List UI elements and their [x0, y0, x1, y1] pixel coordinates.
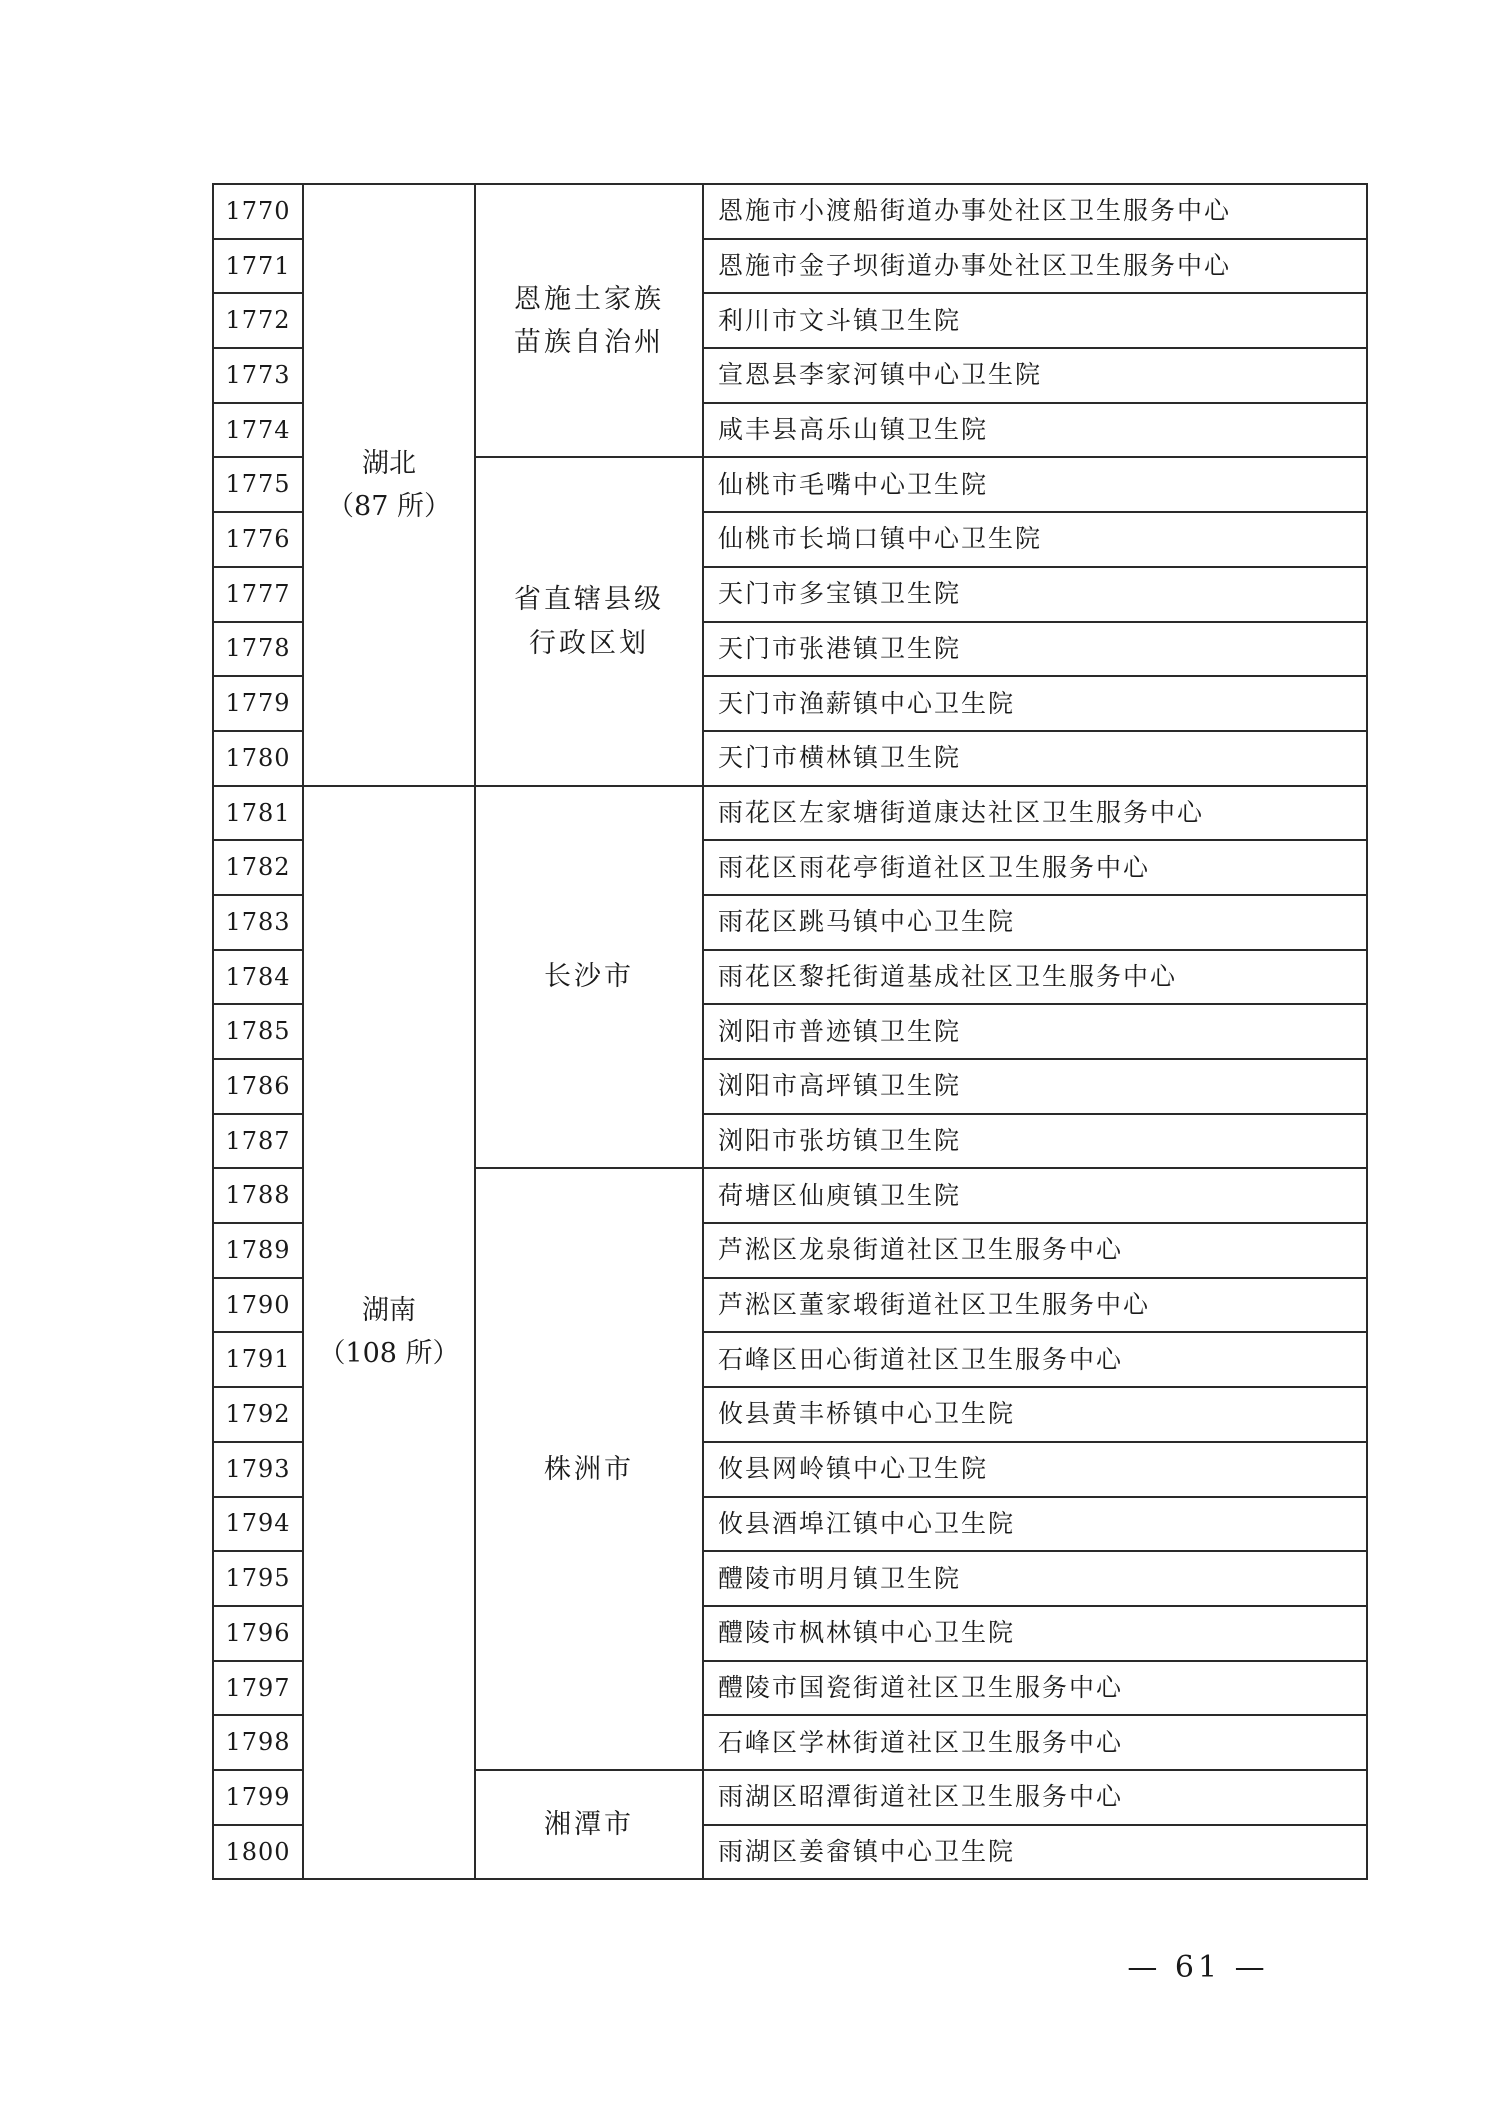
row-number: 1785	[213, 1004, 303, 1059]
city-name-line: 省直辖县级	[514, 584, 664, 616]
institution-name: 攸县酒埠江镇中心卫生院	[703, 1497, 1367, 1552]
row-number: 1787	[213, 1114, 303, 1169]
row-number: 1799	[213, 1770, 303, 1825]
institution-name: 醴陵市国瓷街道社区卫生服务中心	[703, 1661, 1367, 1716]
institution-table	[212, 183, 1368, 1880]
page-number: — 61 —	[1127, 1950, 1269, 1985]
institution-name: 醴陵市枫林镇中心卫生院	[703, 1606, 1367, 1661]
institution-name: 恩施市小渡船街道办事处社区卫生服务中心	[703, 184, 1367, 239]
row-number: 1800	[213, 1825, 303, 1880]
province-cell	[303, 184, 475, 786]
province-cell	[303, 786, 475, 1880]
row-number: 1798	[213, 1715, 303, 1770]
institution-name: 荷塘区仙庾镇卫生院	[703, 1168, 1367, 1223]
row-number: 1772	[213, 293, 303, 348]
institution-name: 雨湖区姜畲镇中心卫生院	[703, 1825, 1367, 1880]
institution-name: 利川市文斗镇卫生院	[703, 293, 1367, 348]
institution-name: 雨湖区昭潭街道社区卫生服务中心	[703, 1770, 1367, 1825]
city-cell	[475, 184, 703, 457]
row-number: 1771	[213, 239, 303, 294]
city-name-line: 恩施土家族	[514, 283, 664, 315]
institution-name: 攸县网岭镇中心卫生院	[703, 1442, 1367, 1497]
institution-name: 仙桃市毛嘴中心卫生院	[703, 457, 1367, 512]
row-number: 1782	[213, 840, 303, 895]
city-name-line: 株洲市	[544, 1453, 634, 1485]
row-number: 1777	[213, 567, 303, 622]
city-cell	[475, 786, 703, 1169]
row-number: 1791	[213, 1332, 303, 1387]
city-name-line: 苗族自治州	[514, 326, 664, 358]
row-number: 1796	[213, 1606, 303, 1661]
row-number: 1795	[213, 1551, 303, 1606]
row-number: 1783	[213, 895, 303, 950]
row-number: 1793	[213, 1442, 303, 1497]
institution-name: 雨花区雨花亭街道社区卫生服务中心	[703, 840, 1367, 895]
row-number: 1792	[213, 1387, 303, 1442]
institution-name: 芦淞区龙泉街道社区卫生服务中心	[703, 1223, 1367, 1278]
row-number: 1794	[213, 1497, 303, 1552]
city-name-line: 行政区划	[529, 627, 649, 659]
row-number: 1781	[213, 786, 303, 841]
row-number: 1790	[213, 1278, 303, 1333]
table-row	[213, 786, 1367, 841]
row-number: 1773	[213, 348, 303, 403]
institution-name: 恩施市金子坝街道办事处社区卫生服务中心	[703, 239, 1367, 294]
institution-name: 天门市多宝镇卫生院	[703, 567, 1367, 622]
row-number: 1797	[213, 1661, 303, 1716]
row-number: 1775	[213, 457, 303, 512]
province-count: （87 所）	[327, 490, 451, 522]
institution-name: 浏阳市高坪镇卫生院	[703, 1059, 1367, 1114]
institution-name: 仙桃市长埫口镇中心卫生院	[703, 512, 1367, 567]
row-number: 1789	[213, 1223, 303, 1278]
row-number: 1784	[213, 950, 303, 1005]
province-name: 湖南	[362, 1295, 416, 1327]
city-name-line: 长沙市	[544, 961, 634, 993]
city-cell	[475, 457, 703, 785]
city-cell	[475, 1168, 703, 1770]
row-number: 1770	[213, 184, 303, 239]
row-number: 1786	[213, 1059, 303, 1114]
institution-name: 芦淞区董家塅街道社区卫生服务中心	[703, 1278, 1367, 1333]
province-name: 湖北	[362, 447, 416, 479]
institution-name: 攸县黄丰桥镇中心卫生院	[703, 1387, 1367, 1442]
row-number: 1779	[213, 676, 303, 731]
city-name-line: 湘潭市	[544, 1809, 634, 1841]
institution-name: 天门市横林镇卫生院	[703, 731, 1367, 786]
institution-name: 天门市张港镇卫生院	[703, 622, 1367, 677]
institution-name: 浏阳市张坊镇卫生院	[703, 1114, 1367, 1169]
institution-name: 浏阳市普迹镇卫生院	[703, 1004, 1367, 1059]
institution-name: 天门市渔薪镇中心卫生院	[703, 676, 1367, 731]
institution-name: 雨花区跳马镇中心卫生院	[703, 895, 1367, 950]
row-number: 1776	[213, 512, 303, 567]
institution-name: 咸丰县高乐山镇卫生院	[703, 403, 1367, 458]
row-number: 1774	[213, 403, 303, 458]
row-number: 1778	[213, 622, 303, 677]
row-number: 1788	[213, 1168, 303, 1223]
institution-name: 雨花区左家塘街道康达社区卫生服务中心	[703, 786, 1367, 841]
institution-name: 雨花区黎托街道基成社区卫生服务中心	[703, 950, 1367, 1005]
row-number: 1780	[213, 731, 303, 786]
institution-name: 宣恩县李家河镇中心卫生院	[703, 348, 1367, 403]
table-row	[213, 184, 1367, 239]
city-cell	[475, 1770, 703, 1879]
province-count: （108 所）	[318, 1338, 460, 1370]
institution-name: 石峰区田心街道社区卫生服务中心	[703, 1332, 1367, 1387]
institution-name: 醴陵市明月镇卫生院	[703, 1551, 1367, 1606]
institution-name: 石峰区学林街道社区卫生服务中心	[703, 1715, 1367, 1770]
